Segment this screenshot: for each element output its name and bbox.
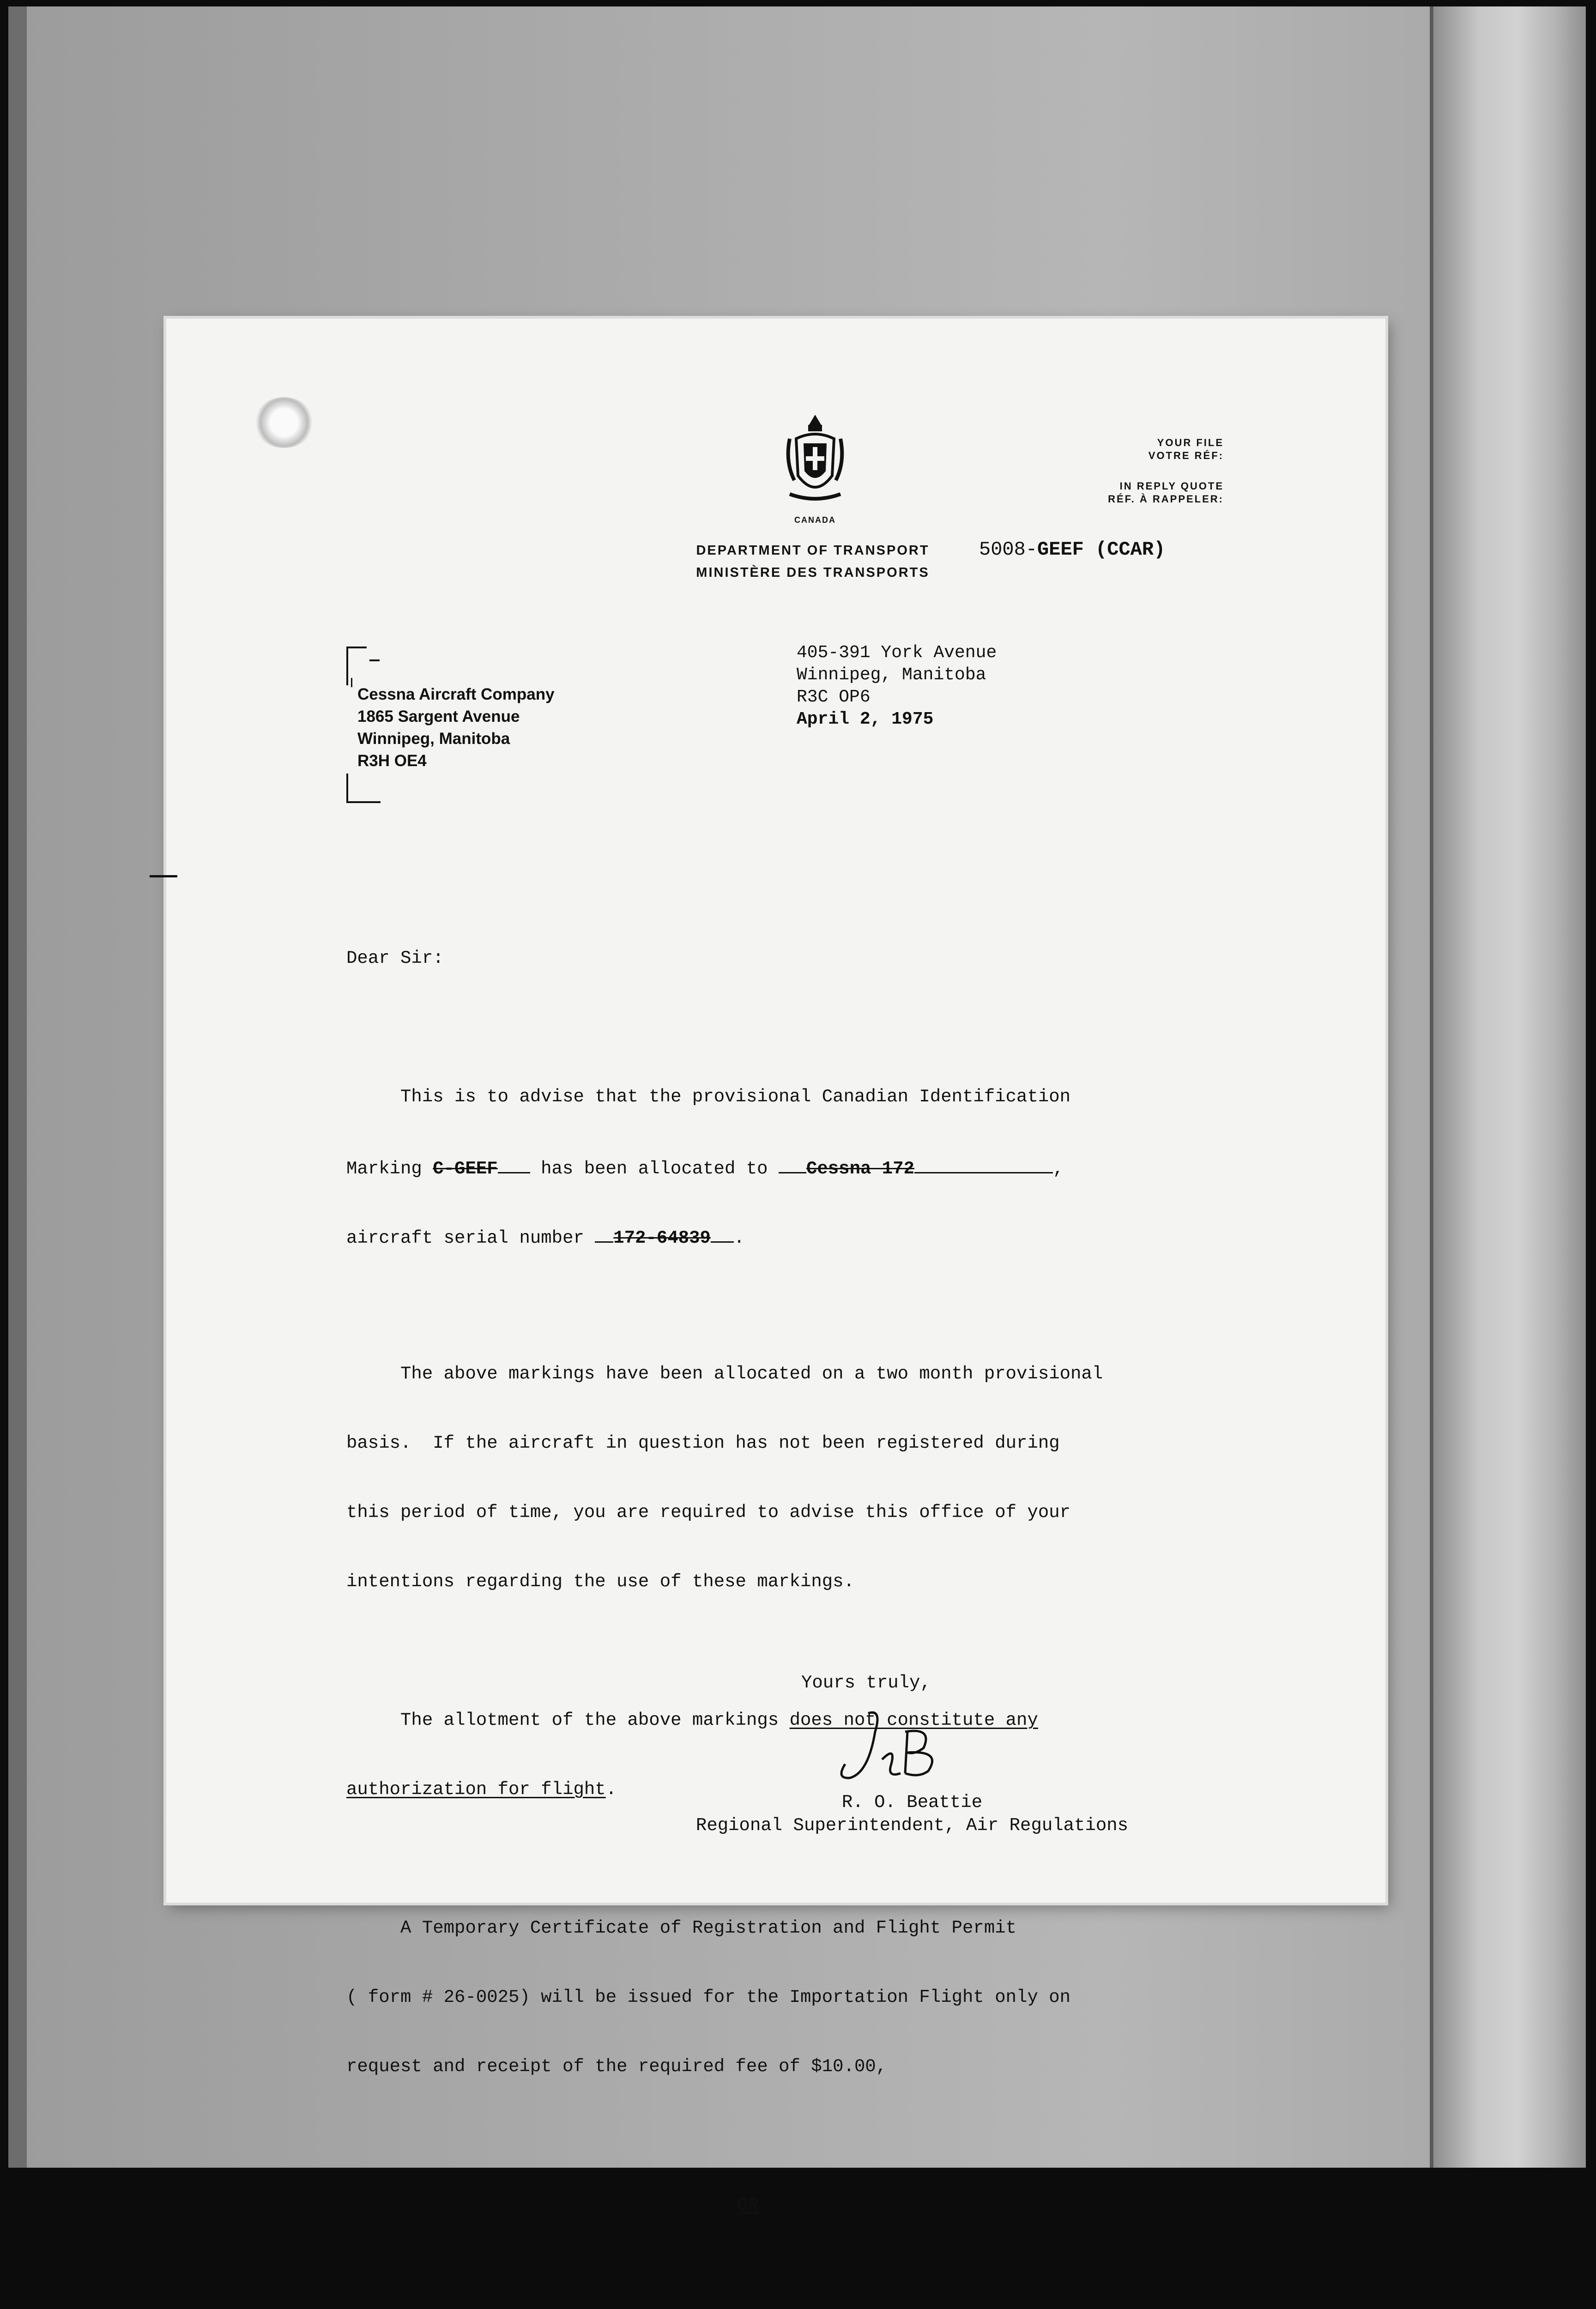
- signature-icon: [813, 1704, 961, 1787]
- department-heading: [670, 539, 956, 584]
- sender-address: [797, 642, 997, 731]
- p1-marking-label: Marking: [346, 1159, 433, 1179]
- serial-blank-lead: [595, 1224, 613, 1243]
- p3-period: .: [605, 1779, 617, 1800]
- canada-crest-icon: [780, 411, 850, 508]
- address-bracket-dash: [369, 659, 380, 661]
- p1-line1: This is to advise that the provisional Canadian Identification: [346, 1087, 1071, 1107]
- file-reference-labels: [961, 436, 1224, 506]
- p3-text: The allotment of the above markings: [346, 1710, 790, 1730]
- address-bracket-bottom: [346, 774, 381, 803]
- ref-rappeler-label: RÉF. À RAPPELER:: [1108, 493, 1224, 505]
- serial-label: aircraft serial number: [346, 1228, 595, 1248]
- department-fr: MINISTÈRE DES TRANSPORTS: [696, 565, 930, 580]
- signer-name: R. O. Beattie: [841, 1792, 983, 1813]
- votre-ref-label: VOTRE RÉF:: [1148, 450, 1224, 461]
- p1-allocated-text: has been allocated to: [530, 1159, 779, 1179]
- recipient-name: Cessna Aircraft Company: [357, 685, 555, 703]
- letter-page: [166, 319, 1385, 2215]
- p2-line: basis. If the aircraft in question has not been registered during: [346, 1433, 1060, 1453]
- film-frame-edge: [8, 6, 27, 2168]
- p1-line2: [346, 1154, 1385, 1178]
- or-line: [346, 2194, 1385, 2217]
- serial-value: 172-64839: [613, 1228, 711, 1248]
- p4-line: request and receipt of the required fee of $10.00,: [346, 2056, 887, 2077]
- p1-comma: ,: [1053, 1159, 1064, 1179]
- department-en: DEPARTMENT OF TRANSPORT: [696, 543, 930, 558]
- recipient-street: 1865 Sargent Avenue: [357, 707, 520, 725]
- closing: Yours truly,: [801, 1673, 931, 1693]
- your-file-label: YOUR FILE: [1157, 437, 1224, 448]
- reply-quote-label: IN REPLY QUOTE: [1119, 480, 1224, 492]
- recipient-city: Winnipeg, Manitoba: [357, 730, 510, 748]
- wooden-strip: [1430, 6, 1586, 2168]
- type-blank-lead: [779, 1154, 806, 1173]
- salutation: Dear Sir:: [346, 948, 444, 968]
- letter-body: [346, 901, 1385, 2309]
- reference-suffix: GEEF (CCAR): [1037, 538, 1166, 561]
- p2-line: The above markings have been allocated on a two month provisional: [346, 1364, 1103, 1384]
- p4-line: ( form # 26-0025) will be issued for the Importation Flight only on: [346, 1987, 1071, 2007]
- p2-line: this period of time, you are required to advise this office of your: [346, 1502, 1071, 1523]
- letter-date: April 2, 1975: [797, 709, 934, 729]
- p3-underlined-text: does not constitute any: [789, 1710, 1038, 1730]
- reference-prefix: 5008-: [979, 538, 1038, 561]
- aircraft-type-value: Cessna 172: [806, 1159, 915, 1179]
- sender-postal: R3C OP6: [797, 687, 871, 707]
- or-separator: OR: [737, 2195, 759, 2215]
- sender-street: 405-391 York Avenue: [797, 643, 997, 663]
- signer-title: Regional Superintendent, Air Regulations: [695, 1815, 1129, 1836]
- crest-caption: CANADA: [794, 515, 836, 525]
- sender-city: Winnipeg, Manitoba: [797, 665, 986, 685]
- p1-period: .: [733, 1228, 745, 1248]
- address-bracket-mark: [351, 678, 352, 687]
- p1-line3: [346, 1224, 1385, 1247]
- margin-mark: [150, 875, 177, 877]
- marking-value: C-GEEF: [433, 1159, 498, 1179]
- type-blank: [914, 1154, 1053, 1173]
- paper-smudge: [254, 397, 314, 448]
- p4-line: A Temporary Certificate of Registration and Flight Permit: [346, 1918, 1017, 1938]
- reference-number: [979, 538, 1228, 561]
- p2-line: intentions regarding the use of these markings.: [346, 1572, 854, 1592]
- signer-block: [635, 1791, 1189, 1837]
- p3-underlined-text-2: authorization for flight: [346, 1779, 606, 1800]
- recipient-address: [357, 683, 555, 772]
- serial-blank: [711, 1224, 734, 1243]
- address-bracket-top: [346, 647, 367, 685]
- recipient-postal: R3H OE4: [357, 752, 427, 770]
- marking-blank: [498, 1154, 530, 1173]
